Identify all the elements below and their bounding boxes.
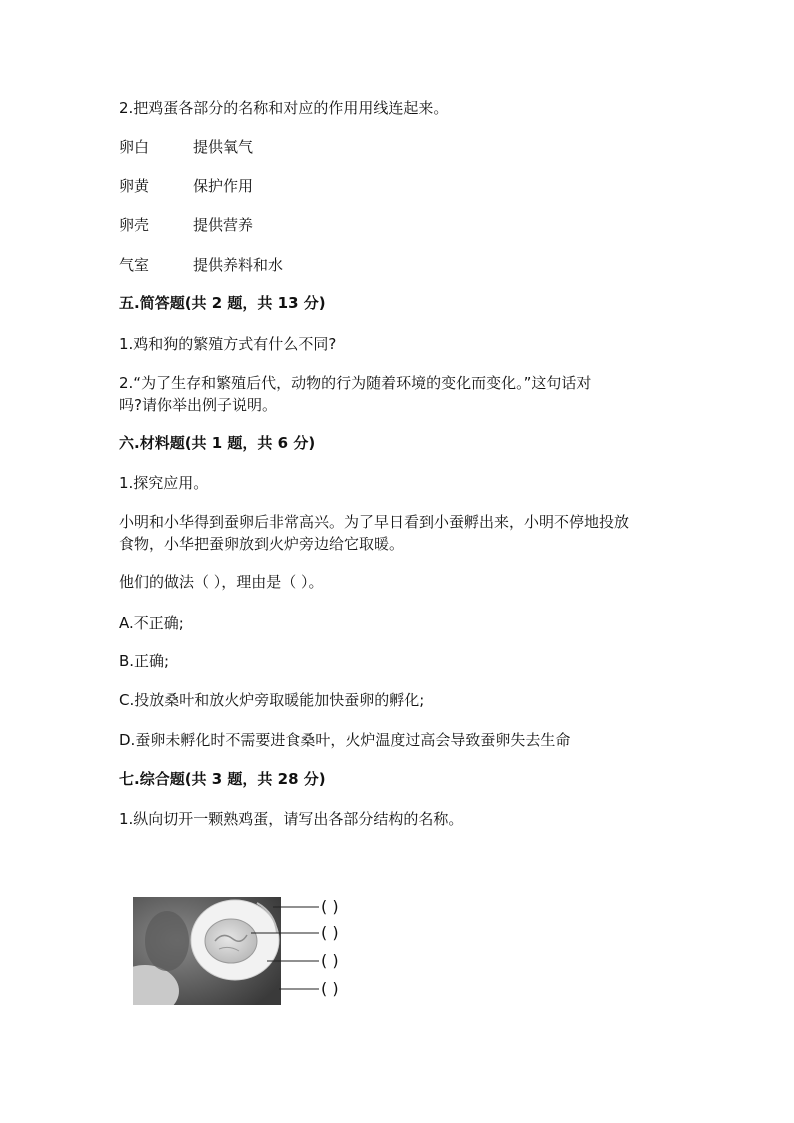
label-blank-3: ( ) (321, 951, 339, 970)
option-d: D.蚕卵未孵化时不需要进食桑叶，火炉温度过高会导致蚕卵失去生命 (119, 731, 571, 749)
match-right-4: 提供养料和水 (193, 256, 284, 274)
section-5-heading: 五.简答题(共 2 题，共 13 分) (119, 294, 326, 312)
option-c: C.投放桑叶和放火炉旁取暖能加快蚕卵的孵化; (119, 691, 425, 709)
material-paragraph-line-1: 小明和小华得到蚕卵后非常高兴。为了早日看到小蚕孵出来，小明不停地投放 (119, 513, 630, 531)
egg-cross-section-figure (133, 893, 403, 1005)
match-right-2: 保护作用 (193, 177, 254, 195)
section-5-question-1: 1.鸡和狗的繁殖方式有什么不同? (119, 335, 337, 353)
label-blank-1: ( ) (321, 897, 339, 916)
section-5-question-2-line-2: 吗?请你举出例子说明。 (119, 396, 277, 414)
section-7-heading: 七.综合题(共 3 题，共 28 分) (119, 770, 326, 788)
option-a: A.不正确; (119, 614, 184, 632)
section-6-heading: 六.材料题(共 1 题，共 6 分) (119, 434, 316, 452)
material-paragraph-line-2: 食物，小华把蚕卵放到火炉旁边给它取暖。 (119, 535, 405, 553)
match-left-4: 气室 (119, 256, 150, 274)
section-5-question-2-line-1: 2.“为了生存和繁殖后代，动物的行为随着环境的变化而变化。”这句话对 (119, 374, 592, 392)
option-b: B.正确; (119, 652, 170, 670)
match-right-3: 提供营养 (193, 216, 254, 234)
egg-yolk (205, 919, 257, 963)
section-7-question-1: 1.纵向切开一颗熟鸡蛋，请写出各部分结构的名称。 (119, 810, 464, 828)
question-2-title: 2.把鸡蛋各部分的名称和对应的作用用线连起来。 (119, 99, 449, 117)
match-left-2: 卵黄 (119, 177, 150, 195)
answer-blank-line: 他们的做法（ ），理由是（ ）。 (119, 573, 324, 591)
match-left-1: 卵白 (119, 138, 150, 156)
label-blank-2: ( ) (321, 923, 339, 942)
label-blank-4: ( ) (321, 979, 339, 998)
section-6-question-1: 1.探究应用。 (119, 474, 209, 492)
match-left-3: 卵壳 (119, 216, 150, 234)
match-right-1: 提供氧气 (193, 138, 254, 156)
